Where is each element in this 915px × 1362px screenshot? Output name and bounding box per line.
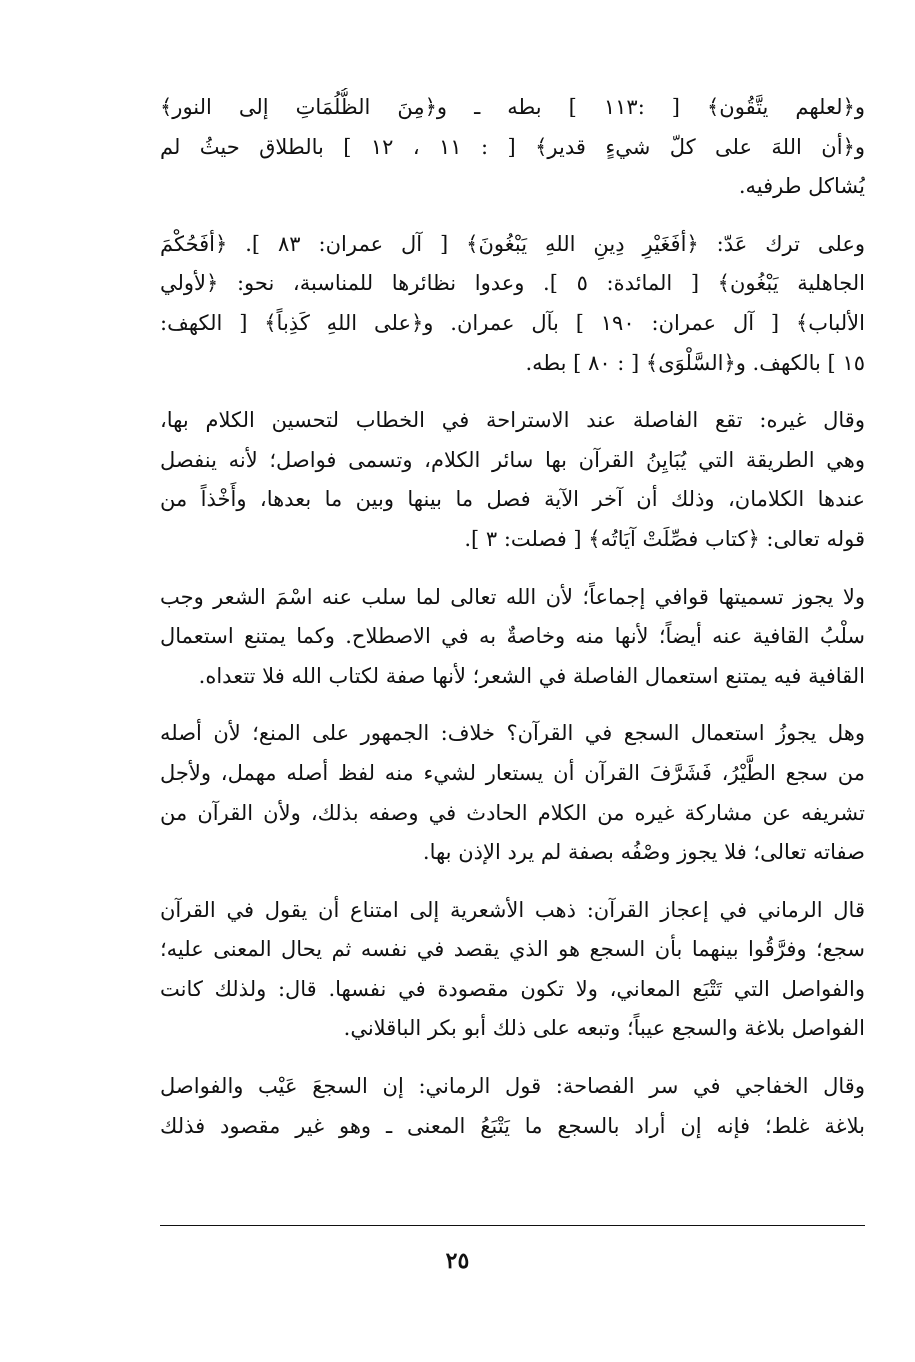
text-line: القافية فيه يمتنع استعمال الفاصلة في الشعر؛ لأنها صفة لكتاب الله فلا تتعداه. [198,663,865,688]
text-line: و﴿أن اللهَ على كلّ شيءٍ قدير﴾ [ : ١١ ، ١٢ ] بالطلاق حيثُ لم [160,134,865,159]
paragraph [160,1067,865,1146]
text-line: الألباب﴾ [ آل عمران: ١٩٠ ] بآل عمران. و﴿على اللهِ كَذِباً﴾ [ الكهف: [160,310,865,335]
paragraph [160,578,865,697]
text-line: الجاهلية يَبْغُون﴾ [ المائدة: ٥ ]. وعدوا نظائرها للمناسبة، نحو: ﴿لأولي [160,271,865,296]
text-line: و﴿لعلهم يتَّقُون﴾ [ :١١٣ ] بطه ـ و﴿مِنَ الظُّلُمَاتِ إلى النور﴾ [160,95,865,119]
text-line: وهل يجوزُ استعمال السجع في القرآن؟ خلاف: الجمهور على المنع؛ لأن أصله [160,721,865,746]
text-line: الفواصل بلاغة والسجع عيباً؛ وتبعه على ذلك أبو بكر الباقلاني. [343,1016,865,1041]
text-line: تشريفه عن مشاركة غيره من الكلام الحادث في وصفه بذلك، ولأن القرآن من [160,800,865,825]
text-line: من سجع الطَّيْرُ، فَشَرَّفَ القرآن أن يستعار لشيء منه لفظ أصله مهمل، ولأجل [160,760,865,785]
page-number: ٢٥ [445,1248,470,1274]
text-line: والفواصل التي تَتْبَع المعاني، ولا تكون مقصودة في نفسها. قال: ولذلك كانت [160,976,865,1001]
paragraph [160,225,865,383]
paragraph [160,88,865,207]
paragraph [160,891,865,1049]
text-line: وهي الطريقة التي يُبَايِنُ القرآن بها سائر الكلام، وتسمى فواصل؛ لأنه ينفصل [160,447,865,472]
paragraph [160,401,865,559]
text-line: بلاغة غلط؛ فإنه إن أراد بالسجع ما يَتْبَعُ المعنى ـ وهو غير مقصود فذلك [160,1113,865,1138]
text-line: وقال غيره: تقع الفاصلة عند الاستراحة في الخطاب لتحسين الكلام بها، [160,408,865,433]
text-line: وعلى ترك عَدّ: ﴿أفَغَيْرِ دِينِ اللهِ يَبْغُونَ﴾ [ آل عمران: ٨٣ ]. ﴿أفَحُكْمَ [160,231,865,256]
text-line: عندها الكلامان، وذلك أن آخر الآية فصل ما بينها وبين ما بعدها، وأَخْذاً من [160,487,865,512]
page-body [160,88,865,1164]
text-line: سلْبُ القافية عنه أيضاً؛ لأنها منه وخاصةٌ به في الاصطلاح. وكما يمتنع استعمال [160,624,865,649]
footer-rule [160,1225,865,1226]
text-line: صفاته تعالى؛ فلا يجوز وصْفُه بصفة لم يرد الإذن بها. [422,840,865,865]
text-line: ١٥ ] بالكهف. و﴿السَّلْوَى﴾ [ : ٨٠ ] بطه. [525,350,865,375]
text-line: سجع؛ وفرَّقُوا بينهما بأن السجع هو الذي يقصد في نفسه ثم يحال المعنى عليه؛ [160,937,865,962]
paragraph [160,714,865,872]
text-line: قوله تعالى: ﴿كتاب فصِّلَتْ آيَاتُه﴾ [ فصلت: ٣ ]. [464,526,865,551]
text-line: وقال الخفاجي في سر الفصاحة: قول الرماني: إن السجعَ عَيْب والفواصل [160,1074,865,1099]
text-line: ولا يجوز تسميتها قوافي إجماعاً؛ لأن الله تعالى لما سلب عنه اسْمَ الشعر وجب [160,584,865,609]
text-line: يُشاكل طرفيه. [738,174,865,199]
text-line: قال الرماني في إعجاز القرآن: ذهب الأشعرية إلى امتناع أن يقول في القرآن [160,897,865,922]
